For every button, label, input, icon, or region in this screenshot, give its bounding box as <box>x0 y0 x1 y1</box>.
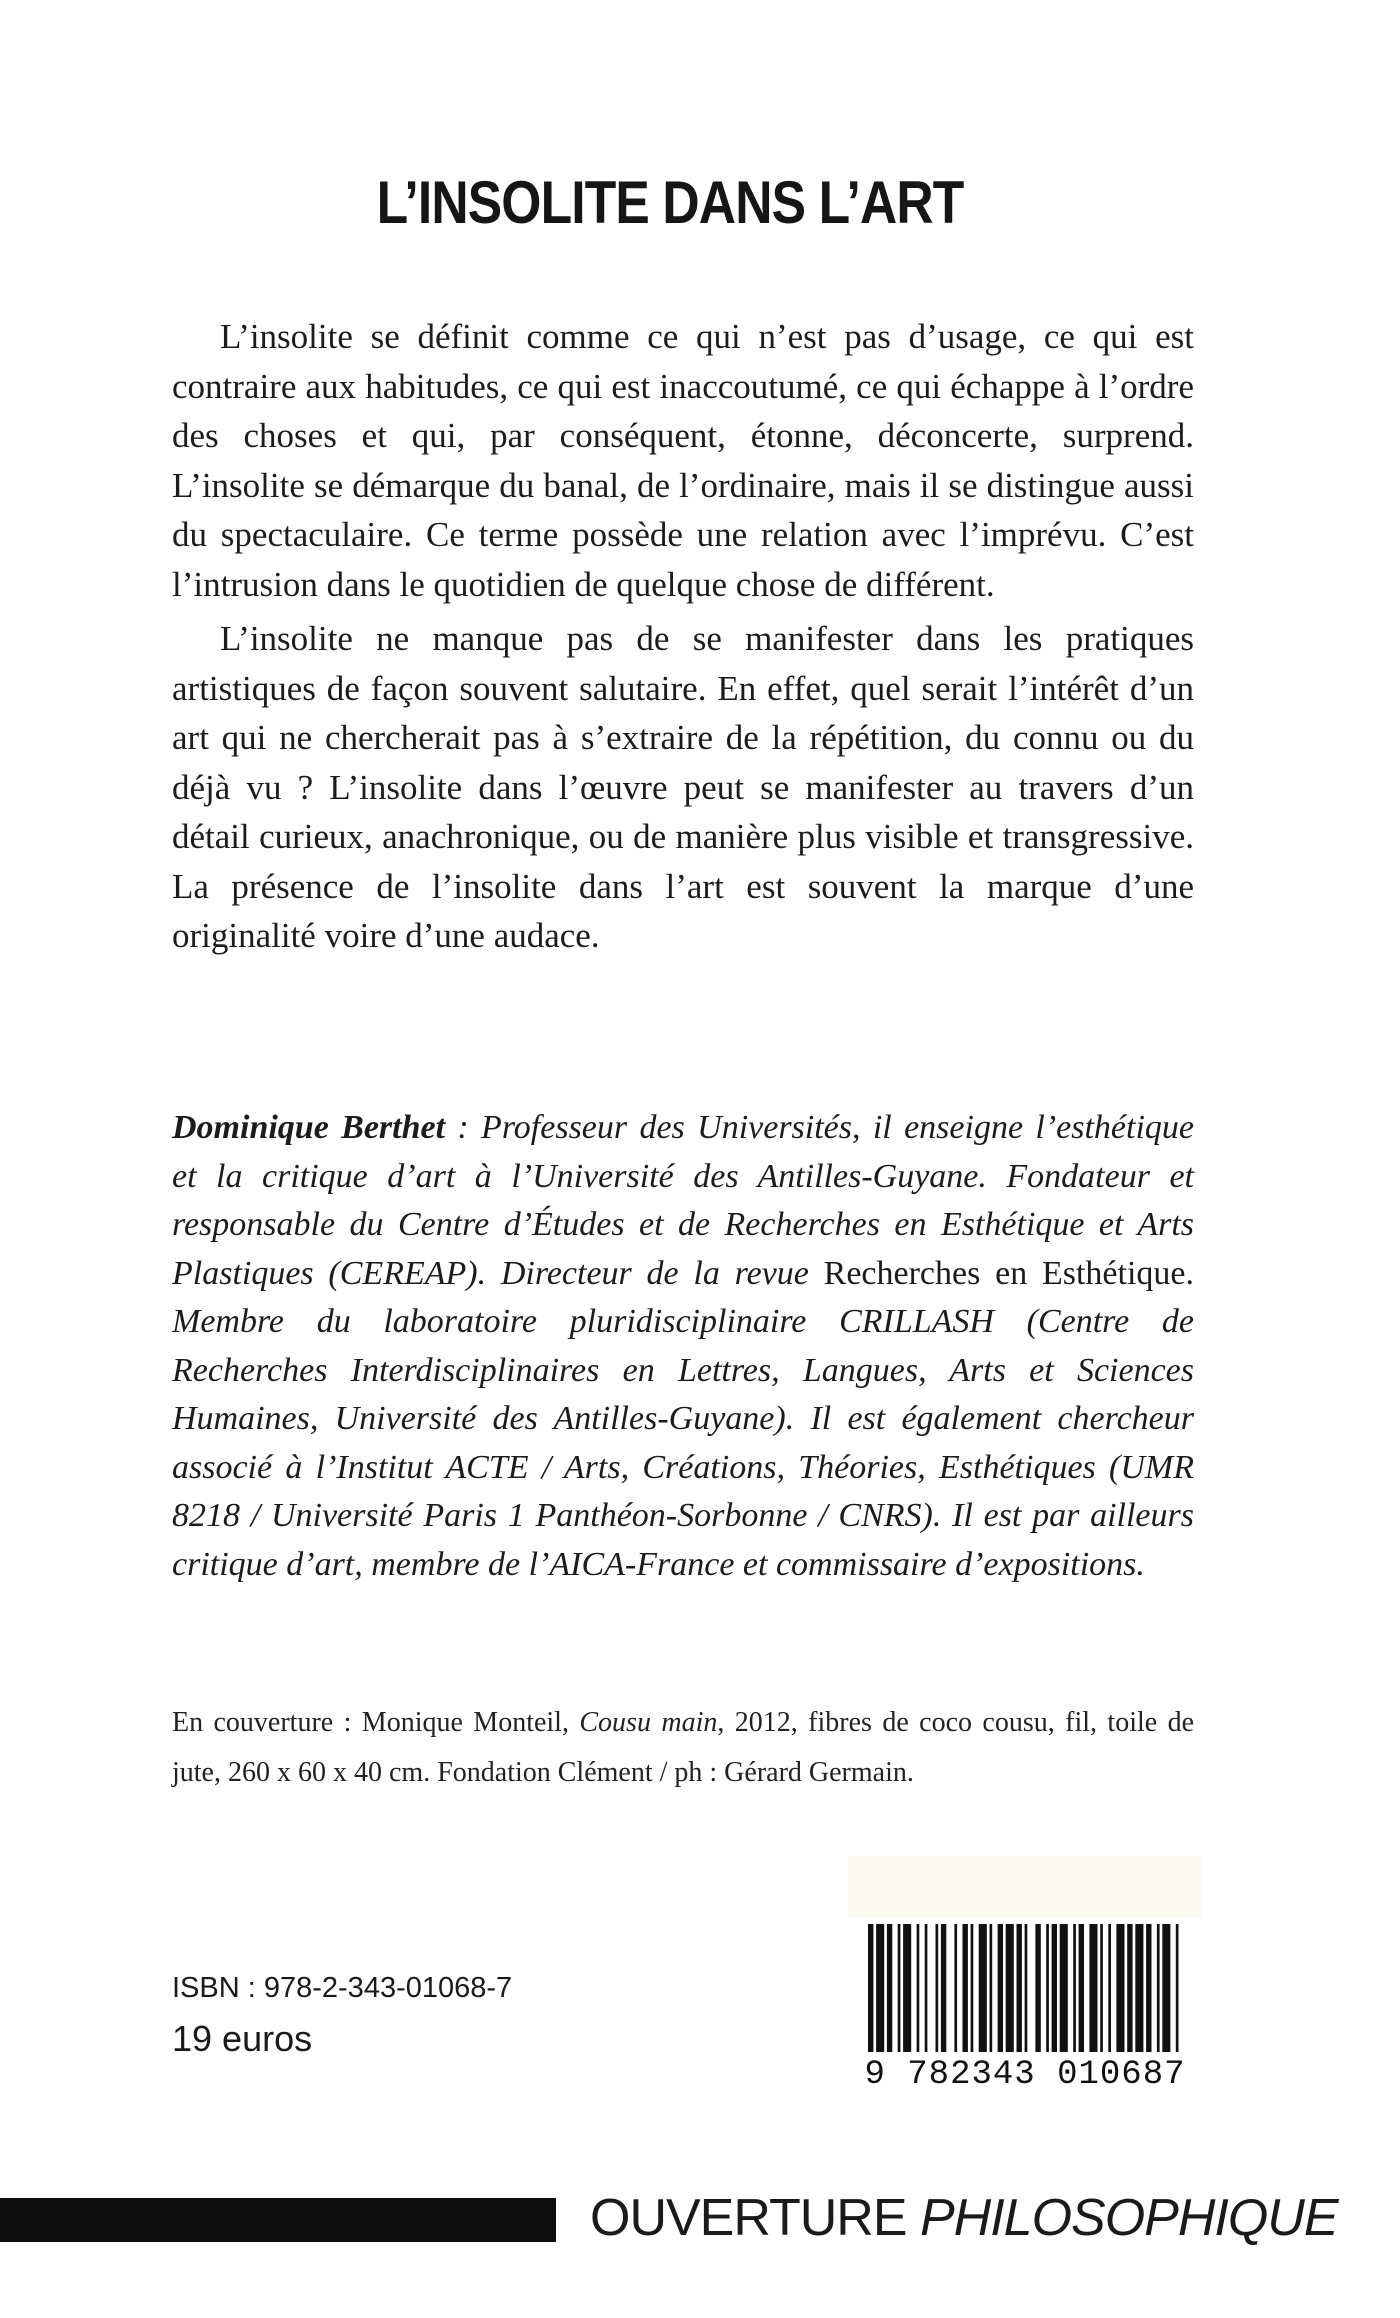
back-cover-summary <box>172 312 1194 961</box>
barcode-bar <box>1146 1924 1151 2052</box>
cover-credit <box>172 1698 1194 1798</box>
barcode-bar <box>1135 1924 1143 2052</box>
barcode-bar <box>1079 1924 1084 2052</box>
barcode-bar <box>1162 1924 1170 2052</box>
barcode-bar <box>990 1924 993 2052</box>
barcode-bar <box>941 1924 946 2052</box>
barcode-bar <box>1073 1924 1076 2052</box>
barcode-bar <box>998 1924 1003 2052</box>
barcode <box>846 1918 1204 2096</box>
barcode-bar <box>917 1924 920 2052</box>
cover-credit-prefix: En couverture : Monique Monteil, <box>172 1707 580 1738</box>
author-bio <box>172 1104 1194 1589</box>
barcode-bar <box>979 1924 987 2052</box>
barcode-bar <box>936 1924 939 2052</box>
barcode-digits: 9 782343 010687 <box>864 2056 1186 2094</box>
barcode-bar <box>1100 1924 1103 2052</box>
barcode-bar <box>903 1924 911 2052</box>
summary-paragraph-1: L’insolite se définit comme ce qui n’est pas d’usage, ce qui est contraire aux habitudes, ce qui est inaccoutumé, ce qui échappe à l’ordre des choses et qui, par conséquent, étonne, déconcerte, surprend. L’insolite se démarque du banal, de l’ordinaire, mais il se distingue aussi du spectaculaire. Ce terme possède une relation avec l’imprévu. C’est l’intrusion dans le quotidien de quelque chose de différent. <box>172 317 1194 604</box>
journal-name: Recherches en Esthétique. <box>823 1254 1194 1292</box>
summary-paragraph-2: L’insolite ne manque pas de se manifester dans les pratiques artistiques de façon souvent salutaire. En effet, quel serait l’intérêt d’un art qui ne chercherait pas à s’extraire de la répétition, du connu ou du déjà vu ? L’insolite dans l’œuvre peut se manifester au travers d’un détail curieux, anachronique, ou de manière plus visible et transgressive. La présence de l’insolite dans l’art est souvent la marque d’une originalité voire d’une audace. <box>172 619 1194 955</box>
isbn: ISBN : 978-2-343-01068-7 <box>172 1972 513 2004</box>
barcode-bar <box>1035 1924 1040 2052</box>
barcode-bar <box>1046 1924 1049 2052</box>
barcode-bar <box>1017 1924 1022 2052</box>
barcode-bar <box>954 1924 957 2052</box>
barcode-bar <box>1127 1924 1132 2052</box>
barcode-bar <box>1060 1924 1068 2052</box>
cover-credit-suffix: , 2012, fibres de coco cousu, fil, toile de jute, 260 x 60 x 40 cm. Fondation Clément / ph : Gérard Germain. <box>172 1707 1195 1788</box>
barcode-bar <box>971 1924 974 2052</box>
series-name-part-1: OUVERTURE <box>590 2189 920 2247</box>
barcode-bars <box>868 1924 1182 2052</box>
barcode-bar <box>868 1924 873 2052</box>
author-bio-part-1: : Professeur des Universités, il enseigne l’esthétique et la critique d’art à l’Université des Antilles-Guyane. Fondateur et responsable du Centre d’Études et de Recherches en Esthétique et Arts Plastiques (CEREAP). Directeur de la revue <box>172 1109 1194 1292</box>
barcode-bar <box>1176 1924 1179 2052</box>
series-name <box>590 2188 1338 2248</box>
barcode-bar <box>1116 1924 1124 2052</box>
price: 19 euros <box>172 2018 313 2059</box>
price-sticker-area <box>848 1856 1202 1918</box>
barcode-bar <box>1052 1924 1057 2052</box>
barcode-bar <box>1089 1924 1097 2052</box>
book-title: L’INSOLITE DANS L’ART <box>376 169 964 236</box>
barcode-bar <box>887 1924 892 2052</box>
barcode-bar <box>963 1924 968 2052</box>
cover-credit-work: Cousu main <box>579 1707 718 1738</box>
barcode-bar <box>876 1924 884 2052</box>
series-bar <box>0 2198 556 2242</box>
series-name-part-2: PHILOSOPHIQUE <box>919 2189 1338 2247</box>
barcode-bar <box>1108 1924 1111 2052</box>
barcode-bar <box>1157 1924 1160 2052</box>
author-bio-part-2: Membre du laboratoire pluridisciplinaire CRILLASH (Centre de Recherches Interdisciplinaires en Lettres, Langues, Arts et Sciences Humaines, Université des Antilles-Guyane). Il est également chercheur associé à l’Institut ACTE / Arts, Créations, Théories, Esthétiques (UMR 8218 / Université Paris 1 Panthéon-Sorbonne / CNRS). Il est par ailleurs critique d’art, membre de l’AICA-France et commissaire d’expositions. <box>172 1303 1194 1583</box>
barcode-bar <box>1006 1924 1014 2052</box>
author-name: Dominique Berthet <box>172 1109 446 1146</box>
barcode-bar <box>925 1924 928 2052</box>
barcode-bar <box>898 1924 901 2052</box>
barcode-bar <box>1025 1924 1028 2052</box>
